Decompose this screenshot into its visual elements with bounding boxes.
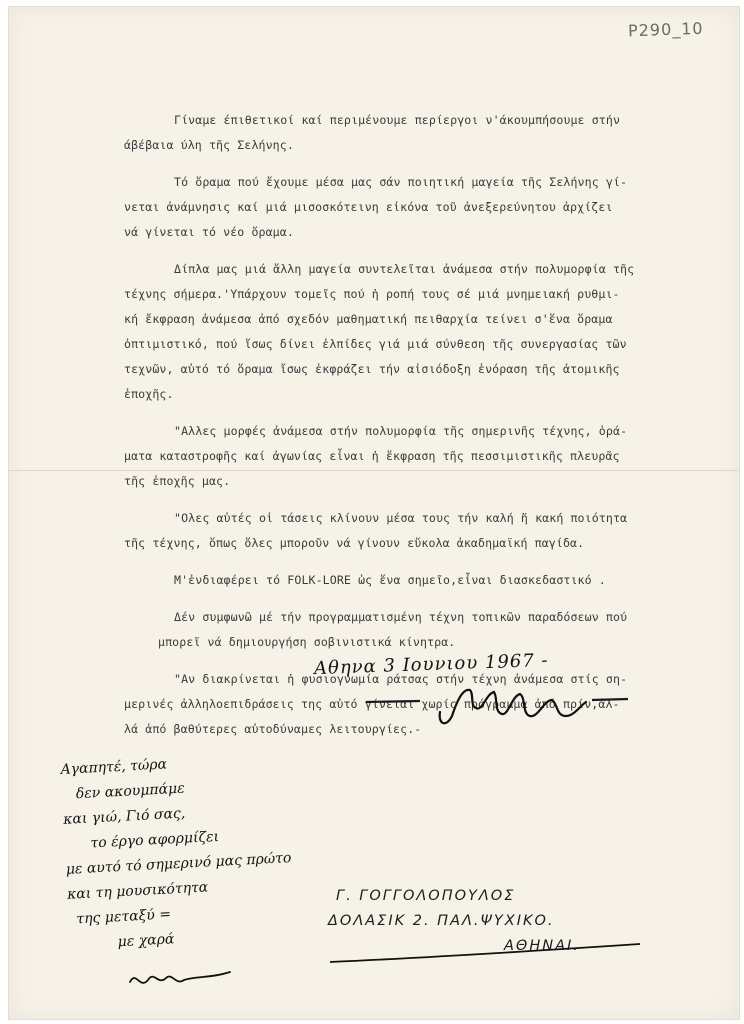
note-line: με αυτό τό σημερινό μας πρώτο	[65, 850, 292, 878]
address-line: ΔΟΛΑΣΙΚ 2. ΠΑΛ.ΨΥΧΙΚΟ.	[328, 913, 555, 929]
text-line: κή ἔκφραση ἀνάμεσα ἀπό σχεδόν μαθηματική πειθαρχία τείνει σ'ἕνα ὅραμα	[124, 312, 613, 326]
note-line: Αγαπητέ, τώρα	[60, 756, 168, 778]
note-line: και γιώ, Γιό σας,	[62, 805, 186, 828]
text-line: Δέν συμφωνῶ μέ τήν προγραμματισμένη τέχνη τοπικῶν παραδόσεων πού	[174, 610, 628, 624]
note-line: της μεταξύ =	[76, 906, 172, 928]
text-line: Μ'ἐνδιαφέρει τό FOLK-LORE ὡς ἕνα σημεῖο,εἶναι διασκεδαστικό .	[174, 573, 606, 587]
address-line: ΑΘΗΝΑΙ.	[504, 938, 580, 954]
sender-address	[328, 884, 648, 959]
text-line: λά ἀπό βαθύτερες αὐτοδύναμες λειτουργίες.-	[124, 722, 422, 736]
text-line: μερινές ἀλληλοεπιδράσεις της αὐτό γίνεται χωρίς πρόγραμμα ἀπό πρίν,ἀλ-	[124, 697, 620, 711]
text-line: τῆς ἐποχῆς μας.	[124, 474, 231, 488]
signature-dash-left	[366, 701, 420, 702]
text-line: τεχνῶν, αὐτό τό ὅραμα ἴσως ἐκφράζει τήν αἰσιόδοξη ἐνόραση τῆς ἀτομικῆς	[124, 362, 620, 376]
text-line: ματα καταστροφῆς καί ἀγωνίας εἶναι ἡ ἔκφραση τῆς πεσσιμιστικῆς πλευρᾶς	[124, 449, 620, 463]
text-line: νεται ἀνάμνησις καί μιά μισοσκότεινη εἰκόνα τοῦ ἀνεξερεύνητου ἀρχίζει	[124, 200, 613, 214]
text-line: μπορεῖ νά δημιουργήση σοβινιστικά κίνητρα.	[158, 635, 456, 649]
address-line: Γ. ΓΟΓΓΟΛΟΠΟΥΛΟΣ	[336, 888, 516, 904]
note-signature-scrawl	[130, 972, 230, 983]
text-line: "Αν διακρίνεται ἡ φυσιογνωμία ράτσας στήν τέχνη ἀνάμεσα στίς ση-	[174, 672, 628, 686]
text-line: Γίναμε έπιθετικοί καί περιμένουμε περίεργοι ν'άκουμπήσουμε στήν	[174, 113, 621, 127]
archive-number: Ρ290_10	[627, 18, 704, 41]
note-line: το έργο αφορμίζει	[90, 828, 220, 852]
text-line: Τό ὅραμα πού ἔχουμε μέσα μας σάν ποιητική μαγεία τῆς Σελήνης γί-	[174, 175, 628, 189]
signature-scrawl	[440, 690, 586, 723]
handwritten-note	[60, 746, 296, 958]
signature-dash-right	[592, 699, 628, 700]
text-line: τῆς τέχνης, ὅπως ὅλες μποροῦν νά γίνουν εὔκολα ἀκαδημαϊκή παγίδα.	[124, 536, 585, 550]
text-line: "Ολες αὐτές οἱ τάσεις κλίνουν μέσα τους τήν καλή ἤ κακή ποιότητα	[174, 511, 628, 525]
text-line: ἐποχῆς.	[124, 387, 174, 401]
text-line: τέχνης σήμερα.'Υπάρχουν τομεῖς πού ἡ ροπή τους σέ μιά μνημειακή ρυθμι-	[124, 287, 620, 301]
text-line: "Αλλες μορφές ἀνάμεσα στήν πολυμορφία τῆς σημερινῆς τέχνης, ὁρά-	[174, 424, 628, 438]
note-line: δεν ακουμπάμε	[75, 780, 186, 803]
text-line: άβέβαια ύλη τῆς Σελήνης.	[124, 138, 294, 152]
text-line: Δίπλα μας μιά ἄλλη μαγεία συντελεῖται ἀνάμεσα στήν πολυμορφία τῆς	[174, 262, 635, 276]
handwritten-date: Αθηνα 3 Ιουνιου 1967 -	[313, 649, 549, 680]
note-line: με χαρά	[117, 931, 175, 951]
note-line: και τη μουσικότητα	[66, 879, 209, 903]
text-line: ὀπτιμιστικό, πού ἴσως δίνει ἐλπίδες γιά μιά σύνθεση τῆς συνεργασίας τῶν	[124, 337, 627, 351]
text-line: νά γίνεται τό νέο ὅραμα.	[124, 225, 294, 239]
